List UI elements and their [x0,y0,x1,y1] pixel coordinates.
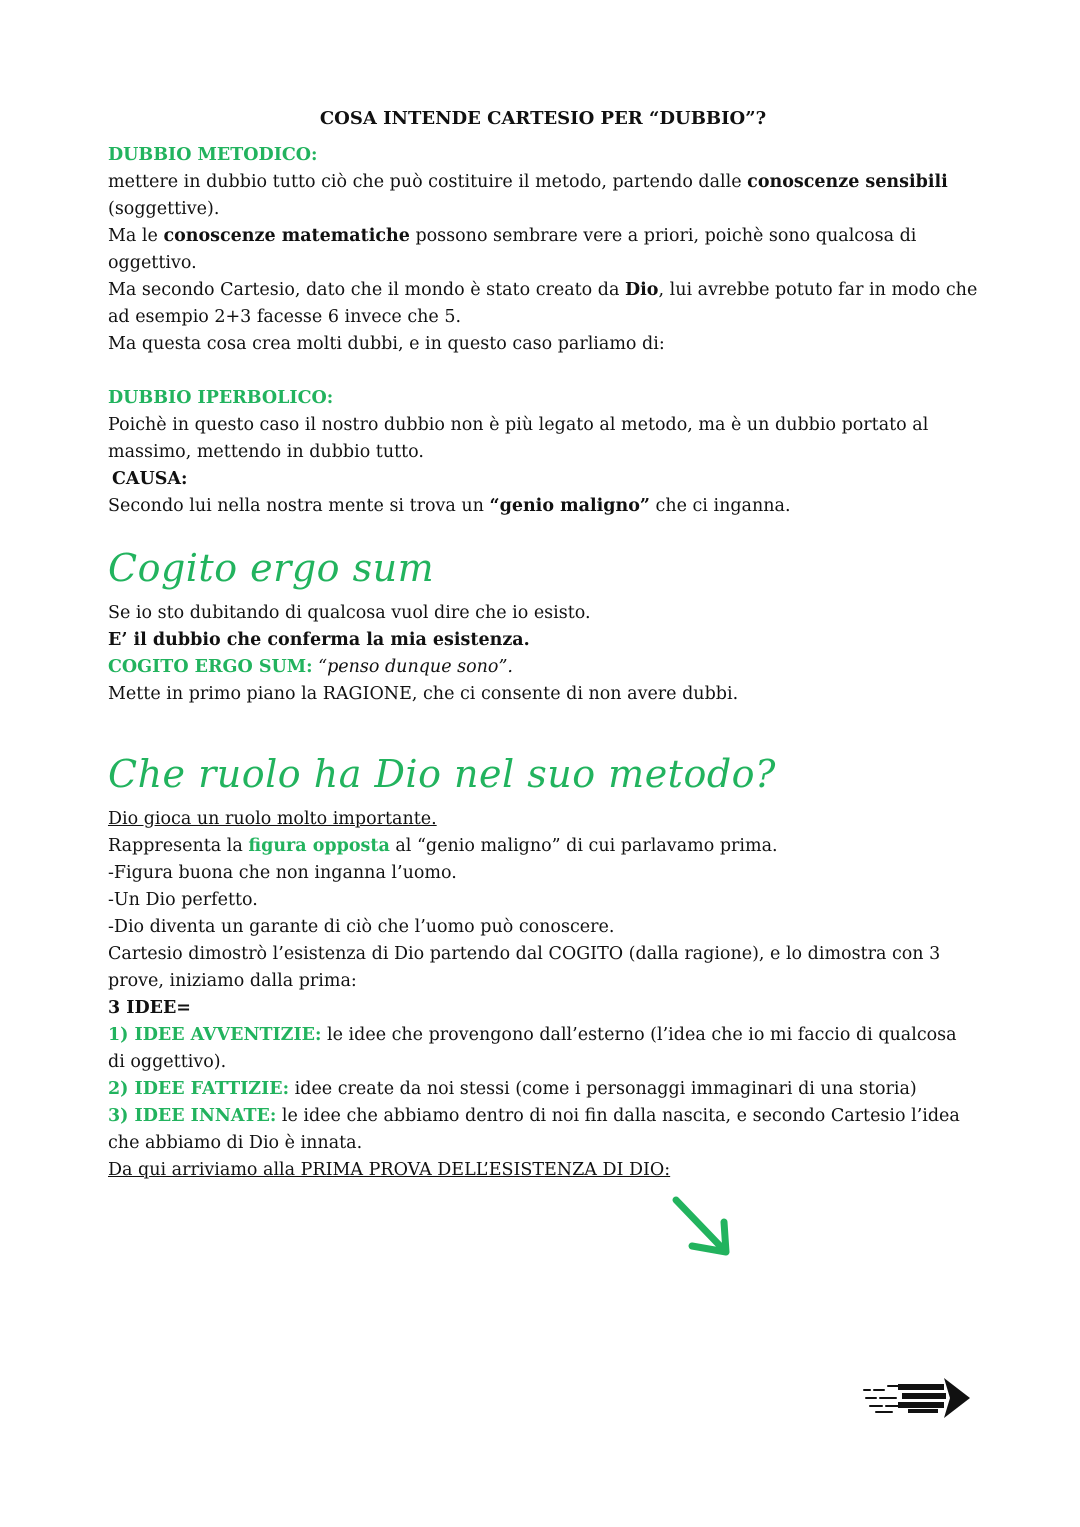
text: le idee che provengono dall’esterno (l’idea che io mi faccio di qualcosa di oggettivo). [108,1025,957,1072]
text: Rappresenta la [108,836,249,856]
paragraph: Poichè in questo caso il nostro dubbio non è più legato al metodo, ma è un dubbio portato al massimo, mettendo in dubbio tutto. [108,415,929,462]
heading-dubbio-metodico: DUBBIO METODICO: [108,145,318,165]
paragraph: -Figura buona che non inganna l’uomo. [108,863,457,883]
bold-text: Dio [624,280,659,300]
paragraph-bold: E’ il dubbio che conferma la mia esistenza. [108,630,530,650]
idea-label: 1) IDEE AVVENTIZIE: [108,1025,322,1045]
text: Secondo lui nella nostra mente si trova un [108,496,490,516]
text: idee create da noi stessi (come i personaggi immaginari di una storia) [289,1079,917,1099]
text: Ma le [108,226,164,246]
paragraph [108,169,978,196]
causa-label: CAUSA: [112,469,188,489]
text: , lui avrebbe potuto far in modo che ad esempio 2+3 facesse 6 invece che 5. [108,280,978,327]
page-title: COSA INTENDE CARTESIO PER “DUBBIO”? [319,108,767,129]
heading-ruolo-dio: Che ruolo ha Dio nel suo metodo? [108,752,776,796]
paragraph: Cartesio dimostrò l’esistenza di Dio partendo dal COGITO (dalla ragione), e lo dimostra con 3 prove, iniziamo dalla prima: [108,944,941,991]
heading-cogito-ergo-sum: Cogito ergo sum [108,546,435,590]
text: possono sembrare vere a priori, poichè sono qualcosa di oggettivo. [108,226,917,273]
text: mettere in dubbio tutto ciò che può costituire il metodo, partendo dalle [108,172,748,192]
arrow-right-icon[interactable] [862,1376,974,1420]
idea-item [108,1103,978,1157]
paragraph [108,493,978,520]
idea-label: 2) IDEE FATTIZIE: [108,1079,290,1099]
paragraph: Mette in primo piano la RAGIONE, che ci consente di non avere dubbi. [108,684,739,704]
paragraph: -Dio diventa un garante di ciò che l’uomo può conoscere. [108,917,615,937]
green-bold-text: figura opposta [248,836,390,856]
bold-text: “genio maligno” [489,496,650,516]
text: Ma secondo Cartesio, dato che il mondo è stato creato da [108,280,625,300]
paragraph: -Un Dio perfetto. [108,890,258,910]
ideas-label: 3 IDEE= [108,998,191,1018]
idea-item [108,1022,978,1076]
paragraph: Se io sto dubitando di qualcosa vuol dire che io esisto. [108,603,591,623]
paragraph-underlined: Da qui arriviamo alla PRIMA PROVA DELL’ESISTENZA DI DIO: [108,1160,671,1180]
text: al “genio maligno” di cui parlavamo prima. [389,836,778,856]
paragraph [108,654,978,681]
paragraph [108,223,978,277]
italic-text: “penso dunque sono”. [312,657,513,677]
text: che ci inganna. [649,496,791,516]
green-label: COGITO ERGO SUM: [108,657,313,677]
arrow-down-right-icon [668,1192,738,1262]
paragraph [108,277,978,331]
bold-text: conoscenze matematiche [163,226,410,246]
paragraph-underlined: Dio gioca un ruolo molto importante. [108,809,437,829]
document-content [108,104,978,1184]
heading-dubbio-iperbolico: DUBBIO IPERBOLICO: [108,388,334,408]
idea-label: 3) IDEE INNATE: [108,1106,277,1126]
idea-item [108,1076,978,1103]
paragraph: Ma questa cosa crea molti dubbi, e in questo caso parliamo di: [108,334,665,354]
spacer [108,358,978,385]
paragraph [108,833,978,860]
paragraph: (soggettive). [108,199,220,219]
text: le idee che abbiamo dentro di noi fin dalla nascita, e secondo Cartesio l’idea che abbiamo di Dio è innata. [108,1106,960,1153]
bold-text: conoscenze sensibili [747,172,948,192]
